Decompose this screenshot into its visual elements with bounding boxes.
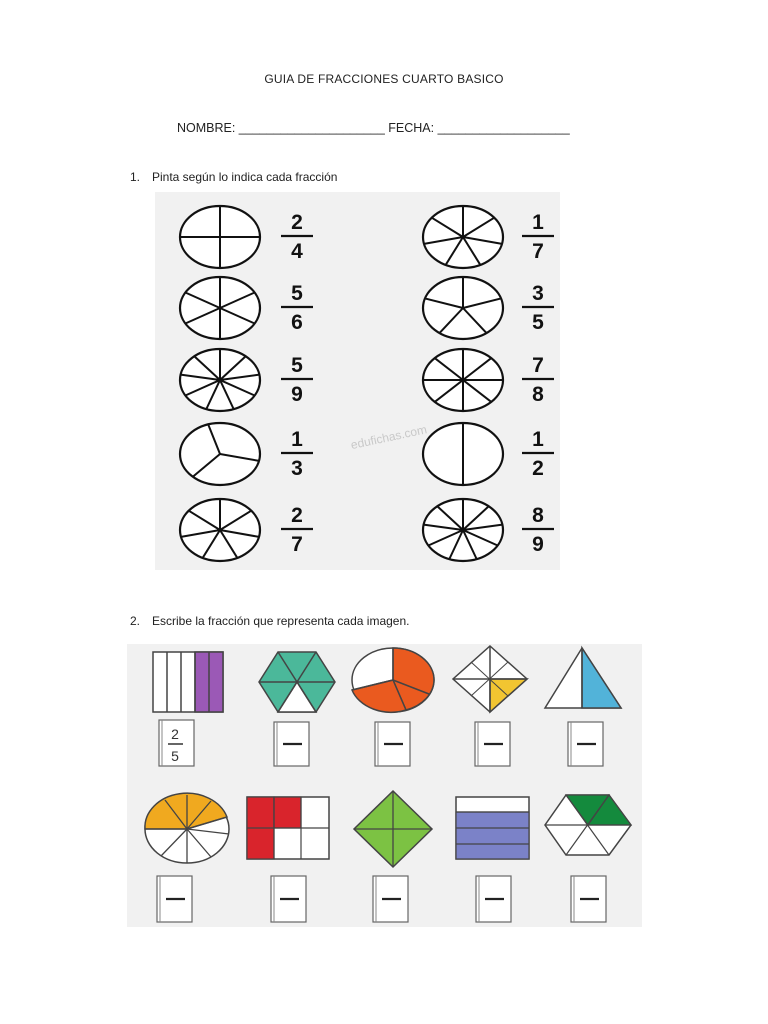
fraction-denominator: 7 (291, 533, 303, 556)
exercise-2-text: Escribe la fracción que representa cada imagen. (152, 614, 410, 628)
fraction-circle-item[interactable] (423, 499, 554, 561)
fraction-denominator: 7 (532, 240, 544, 263)
shape-diamond-green (354, 791, 432, 867)
fraction-denominator: 3 (291, 457, 303, 480)
fraction-circle-item[interactable] (180, 423, 313, 485)
example-numerator: 2 (171, 726, 179, 742)
shape-stripes-periwinkle (456, 797, 529, 859)
answer-box[interactable] (571, 876, 606, 922)
answer-box[interactable] (476, 876, 511, 922)
fraction-numerator: 2 (291, 504, 303, 527)
fraction-numerator: 5 (291, 354, 303, 377)
fraction-circle-item[interactable] (423, 277, 554, 339)
answer-box-example[interactable] (159, 720, 194, 766)
worksheet-title: GUIA DE FRACCIONES CUARTO BASICO (264, 72, 504, 86)
shape-rectangle-purple (153, 652, 223, 712)
fraction-circle-item[interactable] (180, 499, 313, 561)
exercise-2-drawing (127, 644, 642, 927)
fraction-circle-item[interactable] (180, 349, 313, 411)
shape-hexagon-teal (259, 652, 335, 712)
fraction-denominator: 6 (291, 311, 303, 334)
fraction-numerator: 7 (532, 354, 544, 377)
fraction-denominator: 5 (532, 311, 544, 334)
fraction-numerator: 2 (291, 211, 303, 234)
answer-box[interactable] (271, 876, 306, 922)
fraction-numerator: 1 (291, 428, 303, 451)
exercise-1-number: 1. (130, 170, 141, 184)
fraction-numerator: 1 (532, 428, 544, 451)
shape-triangle-blue (545, 648, 621, 708)
fraction-circle-item[interactable] (423, 349, 554, 411)
exercise-2-instruction (130, 614, 409, 628)
fraction-numerator: 8 (532, 504, 544, 527)
name-date-line: NOMBRE: _____________________ FECHA: ___________________ (177, 121, 570, 135)
fraction-denominator: 9 (532, 533, 544, 556)
answer-box[interactable] (475, 722, 510, 766)
answer-box[interactable] (568, 722, 603, 766)
fraction-denominator: 8 (532, 383, 544, 406)
fraction-numerator: 1 (532, 211, 544, 234)
answer-box[interactable] (375, 722, 410, 766)
answer-box[interactable] (274, 722, 309, 766)
shape-circle-orange (352, 648, 434, 712)
shape-diamond-yellow (453, 646, 527, 712)
fraction-denominator: 2 (532, 457, 544, 480)
exercise-1-text: Pinta según lo indica cada fracción (152, 170, 338, 184)
shape-circle-amber (145, 793, 229, 863)
answer-box[interactable] (157, 876, 192, 922)
fraction-circle-item[interactable] (423, 423, 554, 485)
fraction-circle-item[interactable] (180, 206, 313, 268)
fraction-circle-item[interactable] (423, 206, 554, 268)
shape-hexagon-darkgreen (545, 795, 631, 855)
exercise-2-number: 2. (130, 614, 141, 628)
fraction-denominator: 9 (291, 383, 303, 406)
answer-box[interactable] (373, 876, 408, 922)
exercise-2-panel (127, 644, 642, 927)
exercise-1-panel (155, 192, 560, 570)
fraction-numerator: 5 (291, 282, 303, 305)
exercise-1-instruction (130, 170, 337, 184)
fraction-circle-item[interactable] (180, 277, 313, 339)
shape-grid-red (247, 797, 329, 859)
exercise-1-drawing (155, 192, 560, 570)
fraction-denominator: 4 (291, 240, 303, 263)
example-denominator: 5 (171, 748, 179, 764)
watermark-text: edufichas.com (349, 422, 429, 453)
fraction-numerator: 3 (532, 282, 544, 305)
